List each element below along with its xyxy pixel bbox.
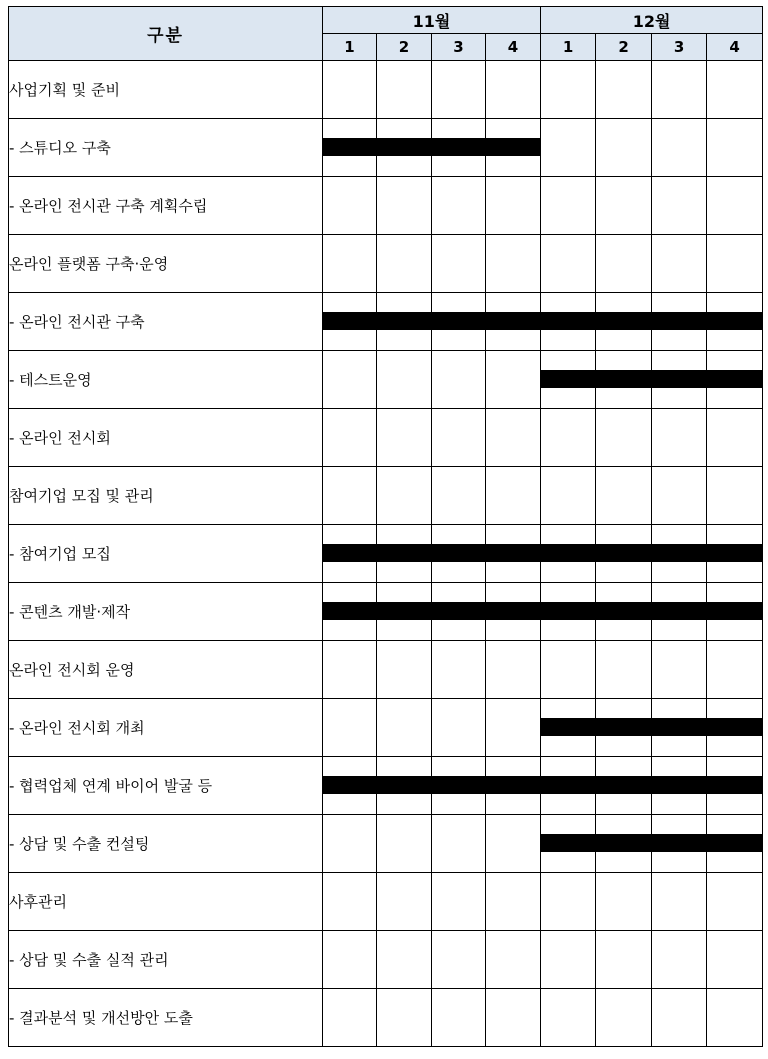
- week-cell: [377, 119, 432, 177]
- task-label: 사업기획 및 준비: [9, 61, 323, 119]
- week-cell: [652, 177, 707, 235]
- week-cell: [652, 525, 707, 583]
- gantt-bar-segment: [541, 370, 596, 388]
- gantt-bar-segment: [706, 776, 762, 794]
- header-week: 2: [596, 34, 652, 61]
- gantt-bar-segment: [540, 776, 596, 794]
- gantt-bar-segment: [540, 544, 596, 562]
- week-cell: [323, 699, 377, 757]
- gantt-bar-segment: [485, 602, 541, 620]
- task-label: - 테스트운영: [9, 351, 323, 409]
- gantt-bar-segment: [541, 834, 596, 852]
- gantt-bar-segment: [485, 544, 541, 562]
- table-row: [9, 873, 763, 931]
- gantt-bar-segment: [651, 312, 707, 330]
- week-cell: [707, 61, 763, 119]
- header-week: 4: [707, 34, 763, 61]
- task-label: 온라인 플랫폼 구축·운영: [9, 235, 323, 293]
- header-gubun: 구분: [9, 7, 323, 61]
- week-cell: [323, 583, 377, 641]
- week-cell: [432, 293, 486, 351]
- week-cell: [652, 409, 707, 467]
- gantt-bar-segment: [595, 544, 652, 562]
- week-cell: [486, 61, 541, 119]
- week-cell: [652, 467, 707, 525]
- table-row: [9, 699, 763, 757]
- week-cell: [652, 699, 707, 757]
- table-row: [9, 177, 763, 235]
- gantt-bar-segment: [376, 544, 432, 562]
- week-cell: [652, 757, 707, 815]
- gantt-bar-segment: [376, 138, 432, 156]
- week-cell: [323, 815, 377, 873]
- gantt-bar-segment: [376, 602, 432, 620]
- week-cell: [652, 815, 707, 873]
- header-week: 3: [652, 34, 707, 61]
- gantt-bar-segment: [485, 138, 540, 156]
- week-cell: [323, 409, 377, 467]
- week-cell: [541, 177, 596, 235]
- gantt-bar-segment: [651, 776, 707, 794]
- task-label: 온라인 전시회 운영: [9, 641, 323, 699]
- week-cell: [707, 293, 763, 351]
- week-cell: [323, 641, 377, 699]
- week-cell: [432, 583, 486, 641]
- week-cell: [707, 351, 763, 409]
- week-cell: [541, 119, 596, 177]
- week-cell: [486, 409, 541, 467]
- table-row: [9, 641, 763, 699]
- week-cell: [596, 293, 652, 351]
- gantt-bar-segment: [595, 776, 652, 794]
- gantt-bar-segment: [595, 602, 652, 620]
- week-cell: [596, 235, 652, 293]
- header-week: 2: [377, 34, 432, 61]
- week-cell: [432, 525, 486, 583]
- week-cell: [652, 583, 707, 641]
- week-cell: [377, 525, 432, 583]
- week-cell: [707, 873, 763, 931]
- week-cell: [541, 467, 596, 525]
- week-cell: [486, 757, 541, 815]
- task-label: - 결과분석 및 개선방안 도출: [9, 989, 323, 1047]
- week-cell: [707, 699, 763, 757]
- week-cell: [652, 351, 707, 409]
- gantt-bar-segment: [595, 312, 652, 330]
- week-cell: [432, 815, 486, 873]
- week-cell: [486, 641, 541, 699]
- gantt-bar-segment: [323, 776, 377, 794]
- week-cell: [596, 699, 652, 757]
- week-cell: [377, 873, 432, 931]
- week-cell: [432, 641, 486, 699]
- week-cell: [432, 177, 486, 235]
- week-cell: [541, 235, 596, 293]
- week-cell: [377, 293, 432, 351]
- week-cell: [596, 931, 652, 989]
- week-cell: [541, 931, 596, 989]
- week-cell: [707, 815, 763, 873]
- week-cell: [596, 409, 652, 467]
- week-cell: [541, 699, 596, 757]
- gantt-bar-segment: [651, 718, 707, 736]
- week-cell: [377, 641, 432, 699]
- gantt-bar-segment: [541, 718, 596, 736]
- week-cell: [541, 873, 596, 931]
- week-cell: [323, 467, 377, 525]
- week-cell: [432, 467, 486, 525]
- week-cell: [486, 525, 541, 583]
- week-cell: [541, 293, 596, 351]
- schedule-table: [8, 6, 763, 1047]
- week-cell: [486, 873, 541, 931]
- week-cell: [323, 757, 377, 815]
- week-cell: [652, 989, 707, 1047]
- week-cell: [377, 177, 432, 235]
- week-cell: [707, 235, 763, 293]
- task-label: - 온라인 전시회: [9, 409, 323, 467]
- table-row: [9, 61, 763, 119]
- task-label: - 상담 및 수출 실적 관리: [9, 931, 323, 989]
- header-week: 4: [486, 34, 541, 61]
- week-cell: [486, 351, 541, 409]
- gantt-bar-segment: [706, 544, 762, 562]
- gantt-bar-segment: [431, 138, 486, 156]
- week-cell: [432, 119, 486, 177]
- gantt-bar-segment: [323, 138, 377, 156]
- task-label: - 온라인 전시관 구축: [9, 293, 323, 351]
- table-row: [9, 235, 763, 293]
- week-cell: [707, 119, 763, 177]
- week-cell: [432, 757, 486, 815]
- week-cell: [323, 293, 377, 351]
- header-month-nov: 11월: [323, 7, 541, 34]
- gantt-bar-segment: [595, 718, 652, 736]
- week-cell: [541, 61, 596, 119]
- gantt-bar-segment: [595, 370, 652, 388]
- week-cell: [596, 351, 652, 409]
- table-row: [9, 757, 763, 815]
- week-cell: [486, 699, 541, 757]
- gantt-bar-segment: [431, 776, 486, 794]
- week-cell: [432, 989, 486, 1047]
- gantt-bar-segment: [540, 602, 596, 620]
- week-cell: [486, 583, 541, 641]
- week-cell: [432, 873, 486, 931]
- table-row: [9, 351, 763, 409]
- gantt-bar-segment: [323, 544, 377, 562]
- week-cell: [432, 409, 486, 467]
- week-cell: [596, 467, 652, 525]
- week-cell: [377, 815, 432, 873]
- week-cell: [323, 351, 377, 409]
- week-cell: [707, 583, 763, 641]
- week-cell: [596, 119, 652, 177]
- table-row: [9, 989, 763, 1047]
- header-week: 1: [323, 34, 377, 61]
- task-label: - 온라인 전시관 구축 계획수립: [9, 177, 323, 235]
- week-cell: [596, 177, 652, 235]
- week-cell: [652, 119, 707, 177]
- gantt-bar-segment: [595, 834, 652, 852]
- week-cell: [486, 293, 541, 351]
- week-cell: [323, 177, 377, 235]
- week-cell: [323, 931, 377, 989]
- week-cell: [541, 641, 596, 699]
- week-cell: [323, 235, 377, 293]
- gantt-bar-segment: [651, 370, 707, 388]
- week-cell: [596, 757, 652, 815]
- table-row: [9, 119, 763, 177]
- task-label: - 상담 및 수출 컨설팅: [9, 815, 323, 873]
- gantt-bar-segment: [706, 370, 762, 388]
- week-cell: [377, 61, 432, 119]
- week-cell: [377, 409, 432, 467]
- gantt-bar-segment: [431, 544, 486, 562]
- week-cell: [377, 931, 432, 989]
- week-cell: [541, 525, 596, 583]
- week-cell: [652, 873, 707, 931]
- gantt-bar-segment: [540, 312, 596, 330]
- gantt-bar-segment: [485, 776, 541, 794]
- week-cell: [323, 873, 377, 931]
- gantt-bar-segment: [651, 544, 707, 562]
- week-cell: [707, 931, 763, 989]
- table-row: [9, 815, 763, 873]
- week-cell: [323, 119, 377, 177]
- week-cell: [652, 641, 707, 699]
- week-cell: [652, 293, 707, 351]
- gantt-bar-segment: [376, 776, 432, 794]
- week-cell: [707, 757, 763, 815]
- gantt-bar-segment: [431, 602, 486, 620]
- gantt-bar-segment: [323, 312, 377, 330]
- week-cell: [323, 61, 377, 119]
- task-label: - 참여기업 모집: [9, 525, 323, 583]
- week-cell: [432, 61, 486, 119]
- gantt-bar-segment: [651, 602, 707, 620]
- task-label: - 온라인 전시회 개최: [9, 699, 323, 757]
- week-cell: [486, 235, 541, 293]
- week-cell: [377, 467, 432, 525]
- table-row: [9, 525, 763, 583]
- gantt-bar-segment: [323, 602, 377, 620]
- week-cell: [596, 815, 652, 873]
- week-cell: [541, 989, 596, 1047]
- header-month-dec: 12월: [541, 7, 763, 34]
- gantt-bar-segment: [376, 312, 432, 330]
- week-cell: [707, 641, 763, 699]
- table-row: [9, 931, 763, 989]
- week-cell: [486, 467, 541, 525]
- gantt-bar-segment: [431, 312, 486, 330]
- week-cell: [596, 873, 652, 931]
- week-cell: [596, 525, 652, 583]
- week-cell: [596, 989, 652, 1047]
- task-label: 참여기업 모집 및 관리: [9, 467, 323, 525]
- week-cell: [652, 235, 707, 293]
- header-week: 1: [541, 34, 596, 61]
- week-cell: [596, 641, 652, 699]
- week-cell: [541, 351, 596, 409]
- week-cell: [541, 583, 596, 641]
- week-cell: [323, 989, 377, 1047]
- gantt-bar-segment: [651, 834, 707, 852]
- table-row: [9, 293, 763, 351]
- gantt-bar-segment: [706, 312, 762, 330]
- week-cell: [541, 757, 596, 815]
- week-cell: [541, 815, 596, 873]
- week-cell: [432, 235, 486, 293]
- week-cell: [377, 757, 432, 815]
- week-cell: [377, 583, 432, 641]
- header-week: 3: [432, 34, 486, 61]
- week-cell: [486, 931, 541, 989]
- week-cell: [432, 351, 486, 409]
- task-label: 사후관리: [9, 873, 323, 931]
- week-cell: [707, 989, 763, 1047]
- week-cell: [377, 351, 432, 409]
- week-cell: [377, 989, 432, 1047]
- task-label: - 콘텐츠 개발·제작: [9, 583, 323, 641]
- week-cell: [377, 699, 432, 757]
- week-cell: [486, 119, 541, 177]
- week-cell: [323, 525, 377, 583]
- task-label: - 스튜디오 구축: [9, 119, 323, 177]
- week-cell: [486, 815, 541, 873]
- week-cell: [707, 177, 763, 235]
- gantt-bar-segment: [706, 834, 762, 852]
- table-row: [9, 409, 763, 467]
- table-row: [9, 583, 763, 641]
- gantt-bar-segment: [706, 602, 762, 620]
- week-cell: [432, 699, 486, 757]
- week-cell: [432, 931, 486, 989]
- task-label: - 협력업체 연계 바이어 발굴 등: [9, 757, 323, 815]
- table-row: [9, 467, 763, 525]
- week-cell: [541, 409, 596, 467]
- week-cell: [596, 61, 652, 119]
- week-cell: [652, 61, 707, 119]
- week-cell: [596, 583, 652, 641]
- schedule-body: [9, 61, 763, 1047]
- gantt-bar-segment: [706, 718, 762, 736]
- week-cell: [707, 409, 763, 467]
- gantt-bar-segment: [485, 312, 541, 330]
- week-cell: [707, 525, 763, 583]
- week-cell: [652, 931, 707, 989]
- week-cell: [486, 177, 541, 235]
- week-cell: [486, 989, 541, 1047]
- week-cell: [707, 467, 763, 525]
- week-cell: [377, 235, 432, 293]
